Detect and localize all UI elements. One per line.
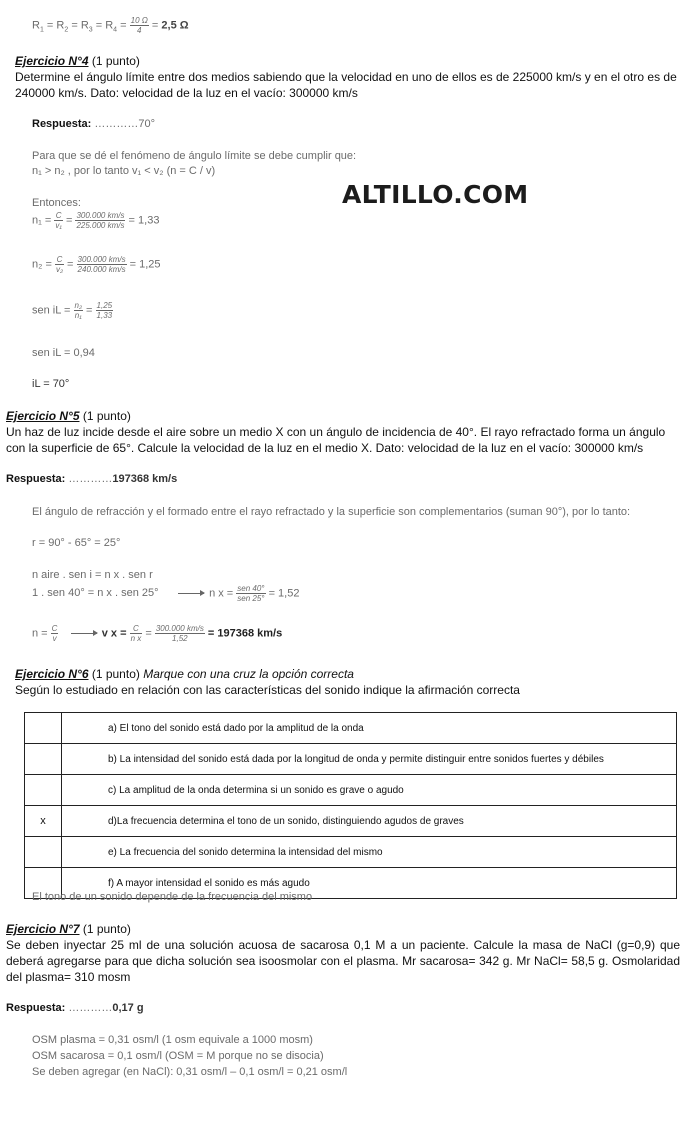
arrow-icon [178, 593, 204, 594]
ex7-statement: Se deben inyectar 25 ml de una solución acuosa de sacarosa 0,1 M a un paciente. Calcule la masa de NaCl (g=0,9) que deberá agregarse para que dicha solución sea isoosmolar con el plasma. Mr sacarosa= 342 g. Mr NaCl= 58,5 g. Osmolaridad del plasma= 310 mosm [6, 938, 680, 984]
ex4-statement: Determine el ángulo límite entre dos medios sabiendo que la velocidad en uno de ellos es de 225000 km/s y en el otro es de 240000 km/s. Dato: velocidad de la luz en el vacío: 300000 km/s [15, 70, 677, 100]
ex4-line2: n₁ > n₂ , por lo tanto v₁ < v₂ (n = C / v) [32, 165, 216, 177]
ex7-line3: Se deben agregar (en NaCl): 0,31 osm/l – 0,1 osm/l = 0,21 osm/l [32, 1066, 348, 1078]
ex7-line2: OSM sacarosa = 0,1 osm/l (OSM = M porque no se disocia) [32, 1050, 324, 1062]
ex7-heading: Ejercicio N°7 (1 punto) [6, 922, 131, 936]
table-row [25, 806, 677, 837]
ex7-line1: OSM plasma = 0,31 osm/l (1 osm equivale a 1000 mosm) [32, 1034, 313, 1046]
ex5-nx-equation: n x = $\frac{\text{sen 40°}}{\text{sen 25°}}$ = 1,52 [178, 584, 299, 603]
ex5-line3: n aire . sen i = n x . sen r [32, 569, 153, 581]
ex7-answer: Respuesta: …………0,17 g [6, 1002, 144, 1014]
ex5-line4: 1 . sen 40° = n x . sen 25° [32, 587, 159, 599]
option-text: d)La frecuencia determina el tono de un sonido, distinguiendo agudos de graves [62, 806, 677, 837]
resistance-equation: $R_1 = R_2 = R_3 = R_4$ = $\frac{10 \Omega}{4}$ = 2,5 Ω [32, 16, 189, 35]
option-text: e) La frecuencia del sonido determina la intensidad del mismo [62, 837, 677, 868]
ex4-il-value: iL = 70° [32, 378, 70, 390]
ex4-line3: Entonces: [32, 197, 81, 209]
arrow-icon [71, 633, 97, 634]
ex4-n2-equation: n₂ = $\frac{C}{\text{v₂}}$ = $\frac{300.000 km/s}{240.000 km/s}$ = 1,25 [32, 255, 161, 274]
ex6-statement: Según lo estudiado en relación con las características del sonido indique la afirmación correcta [15, 683, 520, 697]
ex6-heading: Ejercicio N°6 (1 punto) Marque con una cruz la opción correcta [15, 667, 354, 681]
watermark-logo: ALTILLO.COM [342, 180, 529, 209]
ex4-heading: Ejercicio N°4 (1 punto) [15, 54, 140, 68]
ex5-heading: Ejercicio N°5 (1 punto) [6, 409, 131, 423]
ex4-answer: Respuesta: …………70° [32, 118, 155, 130]
table-row [25, 837, 677, 868]
table-row [25, 744, 677, 775]
ex4-sen-value: sen iL = 0,94 [32, 347, 95, 359]
ex4-n1-equation: n₁ = $\frac{C}{\text{v₁}}$ = $\frac{300.000 km/s}{225.000 km/s}$ = 1,33 [32, 211, 160, 230]
option-checkbox[interactable] [25, 775, 62, 806]
option-checkbox[interactable] [25, 713, 62, 744]
option-checkbox[interactable] [25, 744, 62, 775]
table-row [25, 775, 677, 806]
ex5-vx-equation: n = $\frac{C}{v}$ v x = $\frac{C}{\text{n x}}$ = $\frac{300.000 km/s}{1,52}$ = 197368 km/s [32, 624, 283, 643]
ex5-line1: El ángulo de refracción y el formado entre el rayo refractado y la superficie son complementarios (suman 90°), por lo tanto: [32, 506, 631, 518]
ex5-line2: r = 90° - 65° = 25° [32, 537, 121, 549]
option-text: f) A mayor intensidad el sonido es más agudo [62, 868, 677, 899]
ex6-note: El tono de un sonido depende de la frecuencia del mismo [32, 891, 313, 903]
option-text: c) La amplitud de la onda determina si un sonido es grave o agudo [62, 775, 677, 806]
option-text: b) La intensidad del sonido está dada por la longitud de onda y permite distinguir entre sonidos fuertes y débiles [62, 744, 677, 775]
ex5-answer: Respuesta: …………197368 km/s [6, 473, 178, 485]
option-text: a) El tono del sonido está dado por la amplitud de la onda [62, 713, 677, 744]
option-checkbox[interactable]: x [25, 806, 62, 837]
option-checkbox[interactable] [25, 837, 62, 868]
table-row [25, 713, 677, 744]
ex4-sen-equation: sen iL = $\frac{\text{n₂}}{\text{n₁}}$ = $\frac{1,25}{1,33}$ [32, 301, 113, 320]
options-table [24, 712, 677, 899]
ex4-line1: Para que se dé el fenómeno de ángulo límite se debe cumplir que: [32, 150, 357, 162]
ex5-statement: Un haz de luz incide desde el aire sobre un medio X con un ángulo de incidencia de 40°. El rayo refractado forma un ángulo con la superficie de 65°. Calcule la velocidad de la luz en el medio X. Dato: velocidad de la luz en el vacío: 300000 km/s [6, 425, 666, 455]
